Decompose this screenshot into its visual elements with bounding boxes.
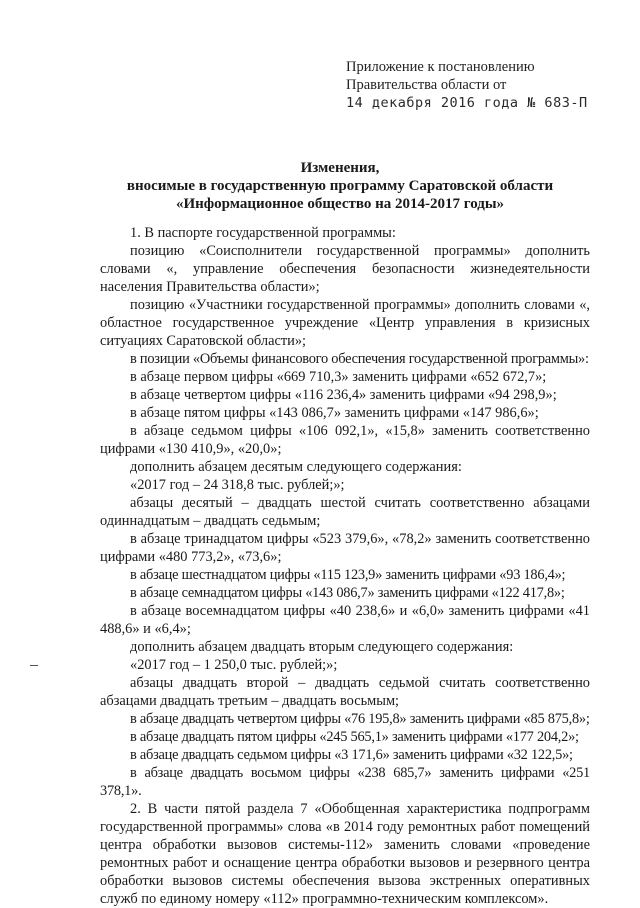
paragraph: абзацы десятый – двадцать шестой считать соответственно абзацами одиннадцатым – двадцать седьмым; <box>100 495 590 529</box>
document-body <box>100 224 590 908</box>
paragraph: в абзаце пятом цифры «143 086,7» заменить цифрами «147 986,6»; <box>130 405 539 421</box>
paragraph: дополнить абзацем двадцать вторым следующего содержания: <box>130 639 514 655</box>
paragraph: дополнить абзацем десятым следующего содержания: <box>130 459 462 475</box>
paragraph: в абзаце двадцать четвертом цифры «76 195,8» заменить цифрами «85 875,8»; <box>130 711 590 727</box>
paragraph: в абзаце первом цифры «669 710,3» заменить цифрами «652 672,7»; <box>130 369 547 385</box>
document-title <box>100 159 580 213</box>
title-line-1: Изменения, <box>300 160 380 176</box>
paragraph: в абзаце двадцать восьмом цифры «238 685,7» заменить цифрами «251 378,1». <box>100 765 590 799</box>
paragraph: в абзаце двадцать пятом цифры «245 565,1» заменить цифрами «177 204,2»; <box>130 729 579 745</box>
paragraph: позицию «Соисполнители государственной программы» дополнить словами «, управление обеспечения безопасности жизнедеятельности населения Правительства области»; <box>100 243 590 295</box>
paragraph: позицию «Участники государственной программы» дополнить словами «, областное государственное учреждение «Центр управления в кризисных ситуациях Саратовской области»; <box>100 297 590 349</box>
paragraph: 2. В части пятой раздела 7 «Обобщенная характеристика подпрограмм государственной программы» слова «в 2014 году ремонтных работ помещений центра обработки вызовов системы-112» заменить словами «проведение ремонтных работ и оснащение центра обработки вызовов и резервного центра обработки вызовов системы обеспечения вызова экстренных оперативных служб по единому номеру «112» программно-техническим комплексом». <box>100 801 590 907</box>
paragraph: в позиции «Объемы финансового обеспечения государственной программы»: <box>130 351 589 367</box>
paragraph: в абзаце восемнадцатом цифры «40 238,6» и «6,0» заменить цифрами «41 488,6» и «6,4»; <box>100 603 590 637</box>
attachment-line-2: Правительства области от <box>346 77 507 93</box>
attachment-line-1: Приложение к постановлению <box>346 59 535 75</box>
paragraph: в абзаце двадцать седьмом цифры «3 171,6» заменить цифрами «32 122,5»; <box>130 747 573 763</box>
paragraph: 1. В паспорте государственной программы: <box>130 225 396 241</box>
title-line-3: «Информационное общество на 2014-2017 годы» <box>175 196 505 212</box>
paragraph: в абзаце семнадцатом цифры «143 086,7» заменить цифрами «122 417,8»; <box>130 585 565 601</box>
title-line-2: вносимые в государственную программу Саратовской области <box>126 178 554 194</box>
margin-mark <box>30 665 38 666</box>
paragraph: абзацы двадцать второй – двадцать седьмой считать соответственно абзацами двадцать третьим – двадцать восьмым; <box>100 675 590 709</box>
attachment-header <box>346 58 616 112</box>
attachment-date-stamp: 14 декабря 2016 года № 683-П <box>346 95 588 111</box>
paragraph: в абзаце седьмом цифры «106 092,1», «15,8» заменить соответственно цифрами «130 410,9», «20,0»; <box>100 423 590 457</box>
paragraph: «2017 год – 24 318,8 тыс. рублей;»; <box>130 477 345 493</box>
paragraph: в абзаце четвертом цифры «116 236,4» заменить цифрами «94 298,9»; <box>130 387 557 403</box>
paragraph: в абзаце тринадцатом цифры «523 379,6», «78,2» заменить соответственно цифрами «480 773,2», «73,6»; <box>100 531 590 565</box>
paragraph: «2017 год – 1 250,0 тыс. рублей;»; <box>130 657 338 673</box>
paragraph: в абзаце шестнадцатом цифры «115 123,9» заменить цифрами «93 186,4»; <box>130 567 566 583</box>
